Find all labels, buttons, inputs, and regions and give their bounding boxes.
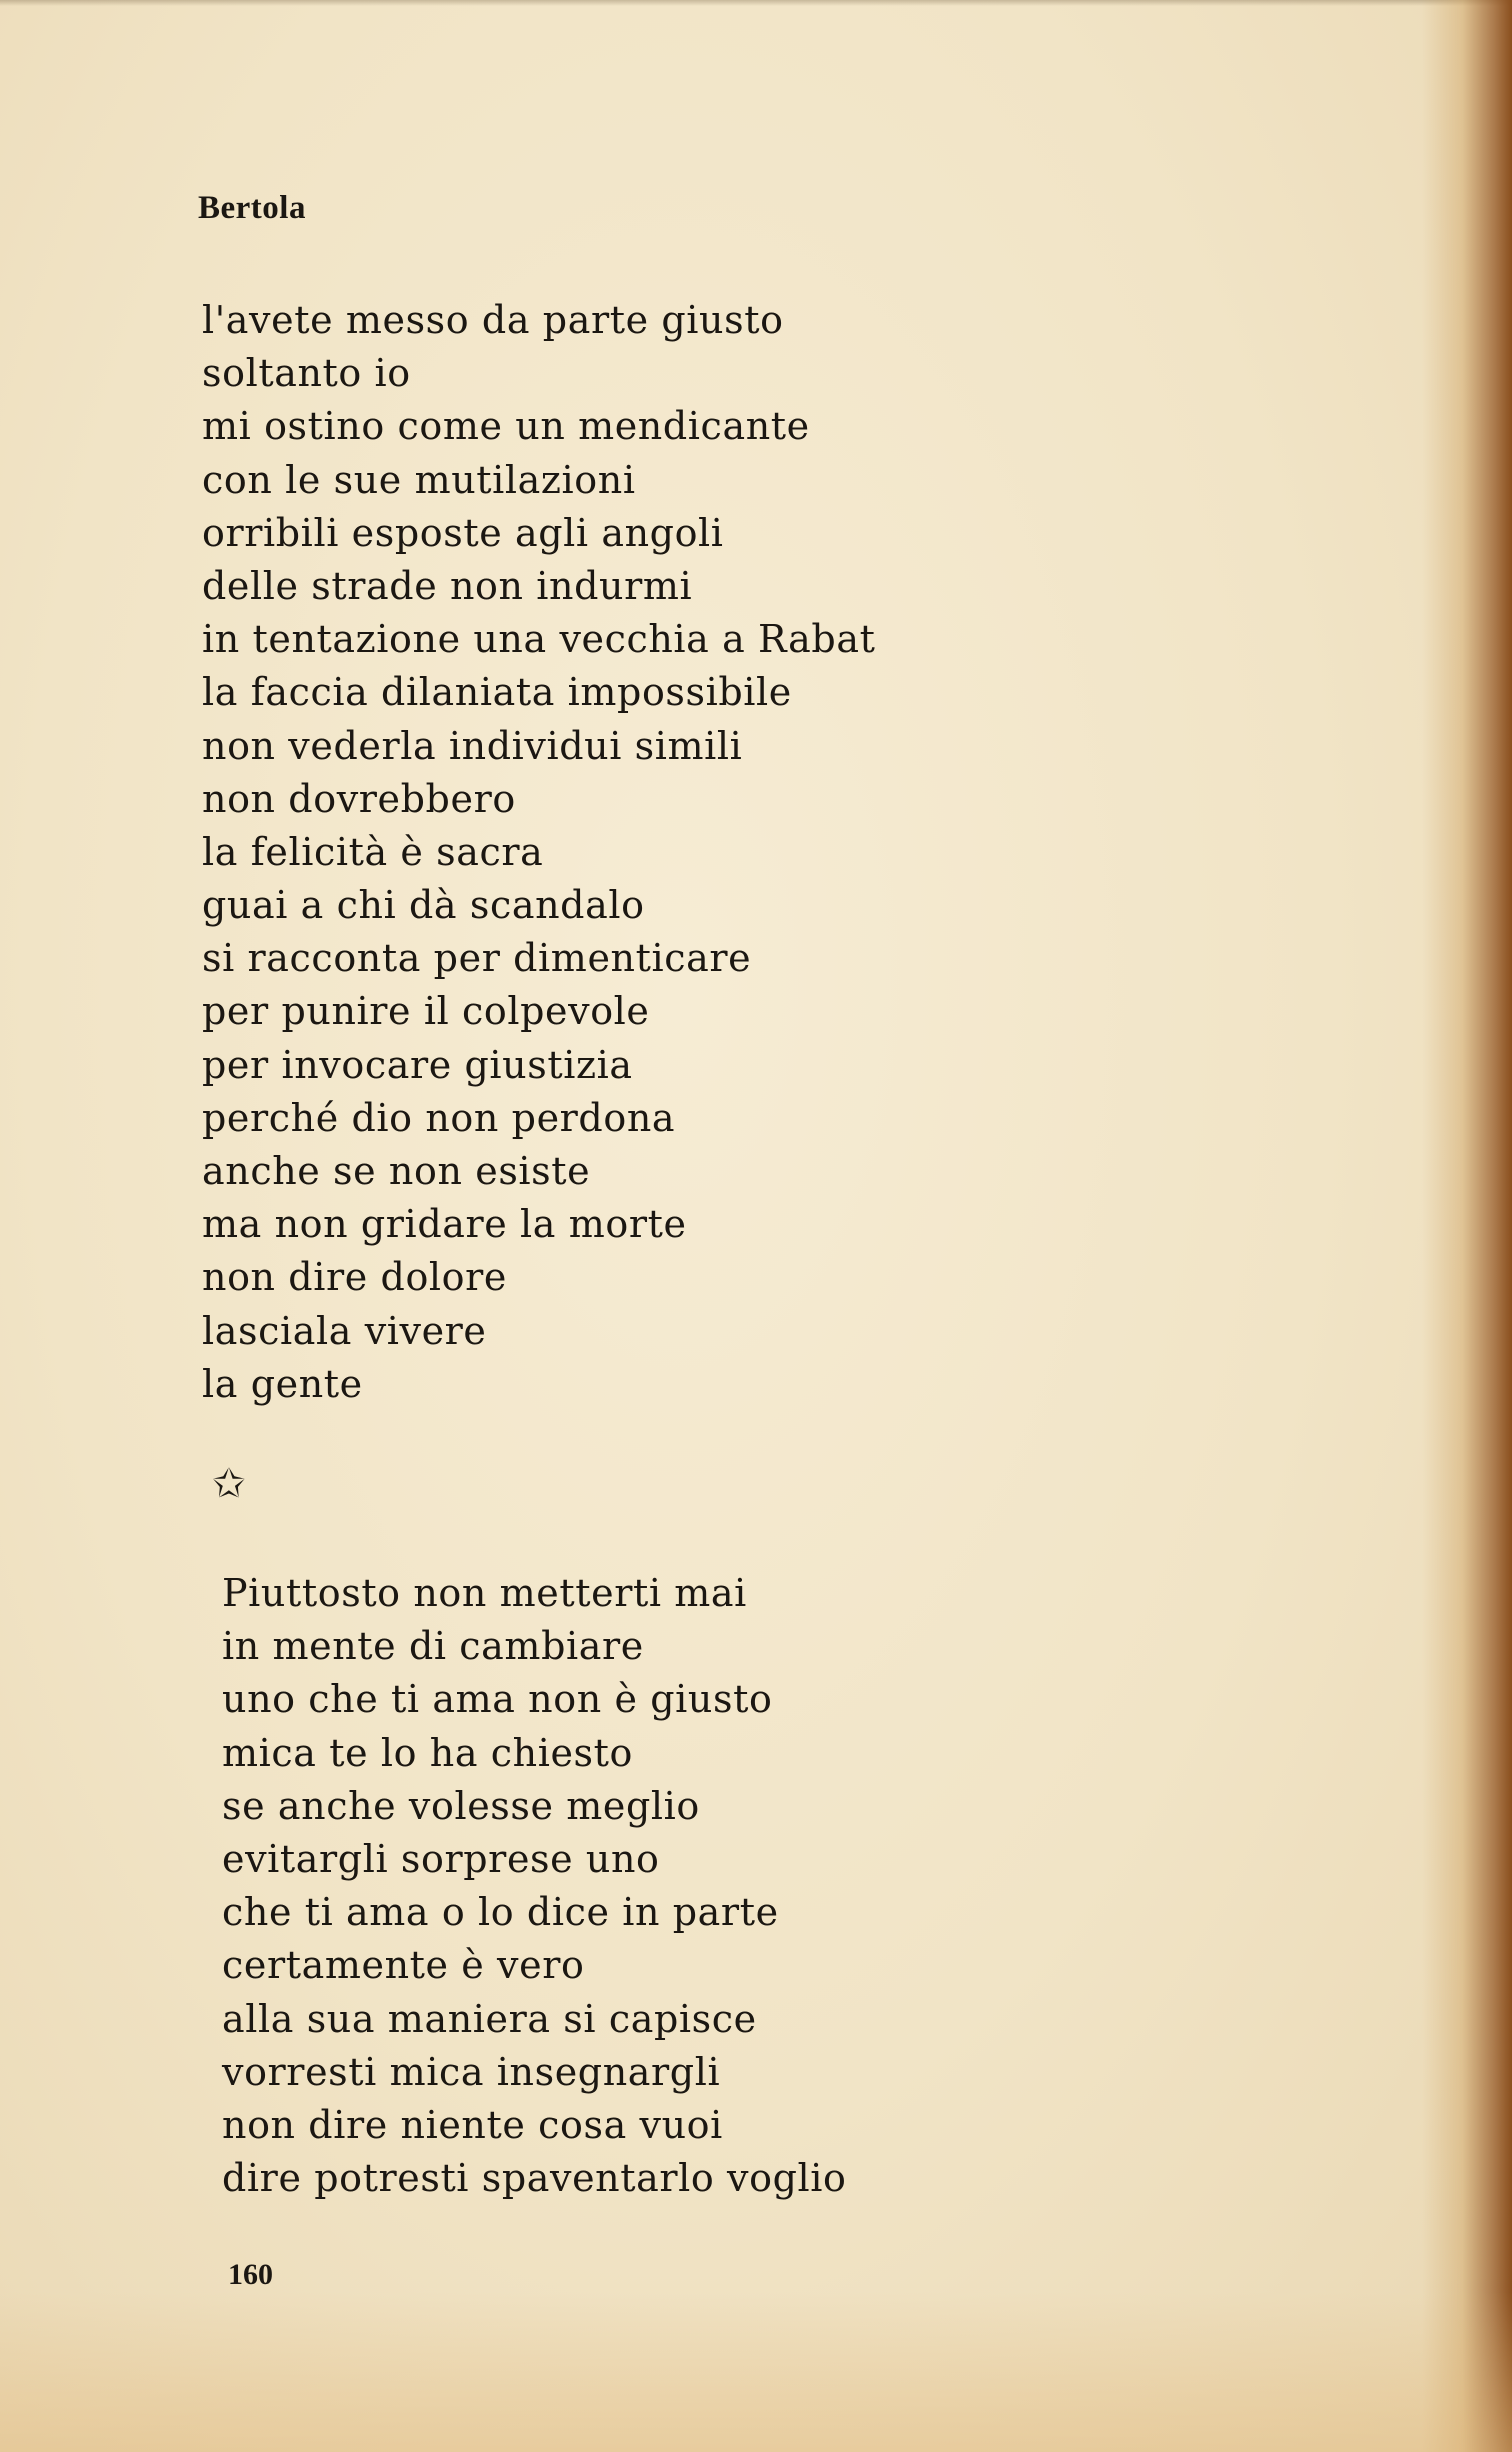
poem-line: perché dio non perdona: [202, 1095, 676, 1140]
poem-line: alla sua maniera si capisce: [222, 1996, 757, 2041]
poem-line: mica te lo ha chiesto: [222, 1730, 634, 1775]
poem-line: evitargli sorprese uno: [222, 1836, 660, 1881]
poem-line: la gente: [202, 1361, 363, 1406]
poem-line: vorresti mica insegnargli: [222, 2049, 721, 2094]
poem-line: in tentazione una vecchia a Rabat: [202, 617, 876, 662]
poem-line: guai a chi dà scandalo: [202, 883, 645, 928]
page-spine-shadow: [1422, 0, 1512, 2452]
page-number: 160: [228, 2258, 273, 2291]
poem-line: non dovrebbero: [202, 776, 516, 821]
poem-line: orribili esposte agli angoli: [202, 510, 724, 555]
poem-line: certamente è vero: [222, 1943, 585, 1988]
poem-line: delle strade non indurmi: [202, 563, 693, 608]
poem-line: non dire dolore: [202, 1255, 508, 1300]
poem-line: in mente di cambiare: [222, 1624, 644, 1669]
poem-first: [202, 294, 875, 1411]
poem-line: anche se non esiste: [202, 1149, 591, 1193]
poem-line: la faccia dilaniata impossibile: [202, 670, 792, 715]
poem-line: per punire il colpevole: [202, 989, 650, 1034]
poem-line: dire potresti spaventarlo voglio: [222, 2156, 847, 2201]
poem-line: la felicità è sacra: [202, 829, 544, 874]
poem-line: ma non gridare la morte: [202, 1202, 687, 1247]
poem-line: per invocare giustizia: [202, 1042, 633, 1087]
poem-line: l'avete messo da parte giusto: [202, 298, 784, 342]
page-bottom-discoloration: [0, 2292, 1512, 2452]
poem-line: uno che ti ama non è giusto: [222, 1677, 773, 1722]
star-separator-icon: ✩: [212, 1461, 246, 1507]
poem-second: [222, 1567, 847, 2205]
poem-line: si racconta per dimenticare: [202, 936, 752, 981]
poem-line: con le sue mutilazioni: [202, 457, 636, 502]
poem-line: se anche volesse meglio: [222, 1783, 700, 1828]
page-top-edge: [0, 0, 1512, 6]
poem-line: soltanto io: [202, 351, 411, 396]
poem-line: mi ostino come un mendicante: [202, 404, 810, 449]
poem-line: non vederla individui simili: [202, 723, 743, 768]
running-header-author: Bertola: [198, 190, 306, 226]
poem-line: Piuttosto non metterti mai: [222, 1571, 747, 1615]
poem-line: non dire niente cosa vuoi: [222, 2102, 723, 2147]
poem-line: che ti ama o lo dice in parte: [222, 1890, 779, 1935]
poem-line: lasciala vivere: [202, 1308, 487, 1353]
